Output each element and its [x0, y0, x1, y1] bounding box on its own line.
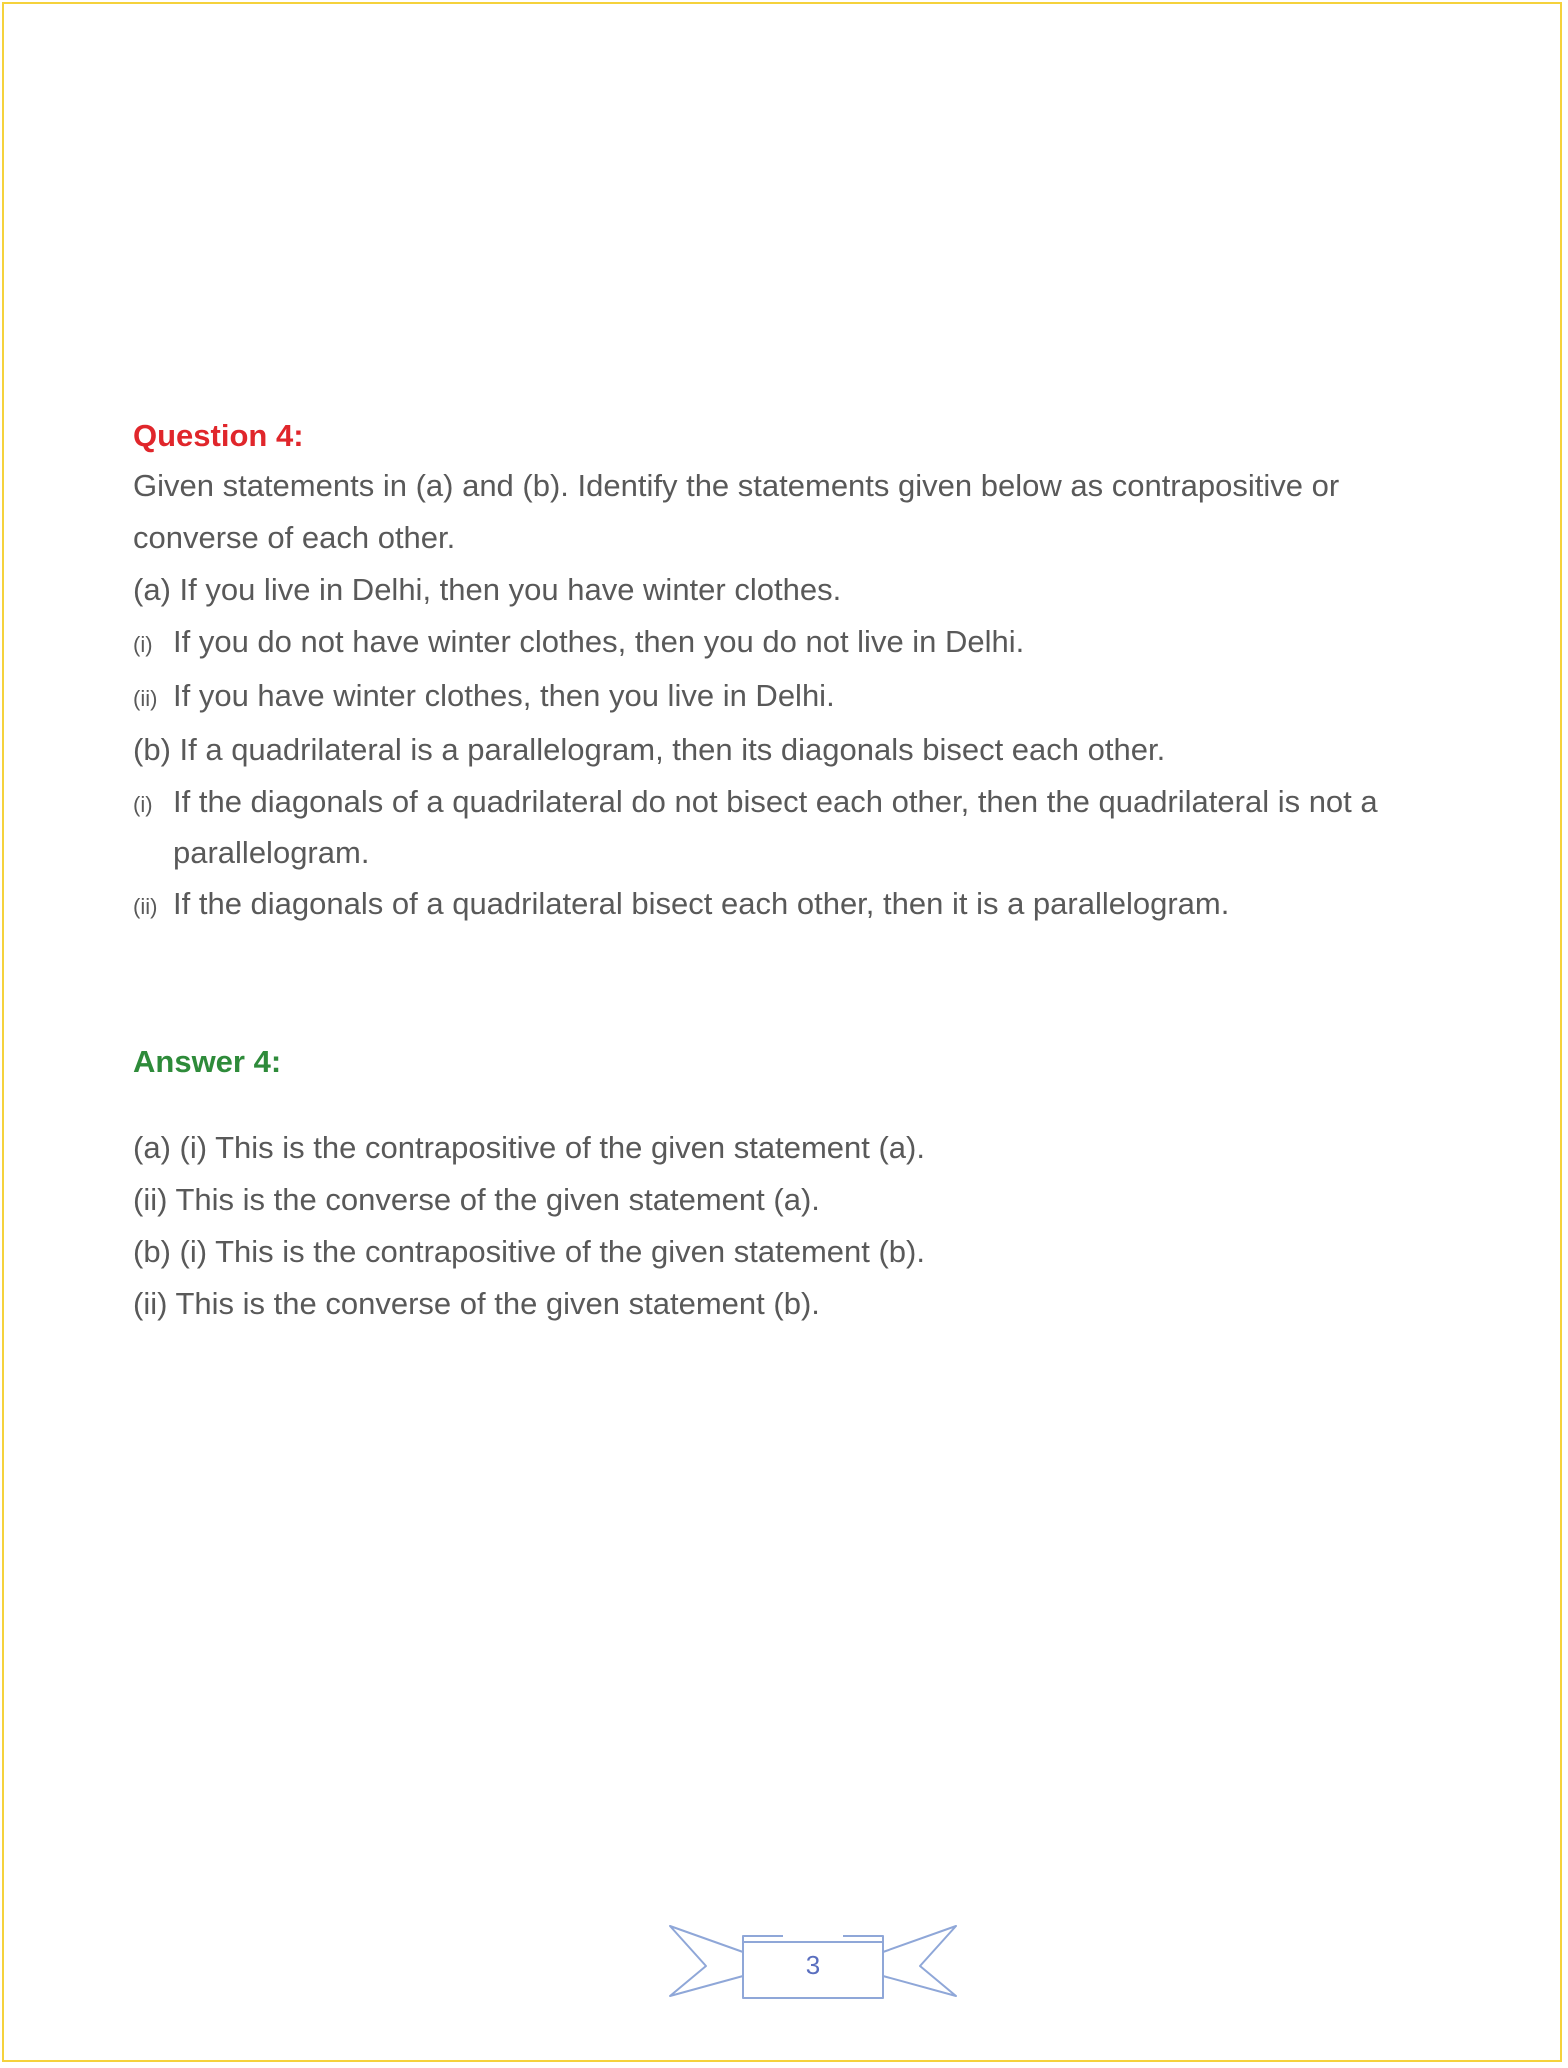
item-marker: (ii): [133, 894, 158, 919]
item-text: If the diagonals of a quadrilateral do not bisect each other, then the quadrilateral is not a parallelogram.: [173, 784, 1378, 870]
item-text: If you do not have winter clothes, then you do not live in Delhi.: [173, 624, 1025, 659]
document-content: [133, 412, 1473, 1330]
answer-line: (ii) This is the converse of the given statement (b).: [133, 1286, 820, 1321]
statement-b-item-i: [133, 776, 1473, 878]
question-intro: Given statements in (a) and (b). Identify the statements given below as contrapositive or converse of each other.: [133, 468, 1340, 555]
item-marker: (i): [133, 632, 153, 657]
answer-section: [133, 1038, 1473, 1330]
item-text: If the diagonals of a quadrilateral bisect each other, then it is a parallelogram.: [173, 886, 1230, 921]
statement-a-item-ii: [133, 670, 1473, 724]
answer-line: (b) (i) This is the contrapositive of the given statement (b).: [133, 1234, 925, 1269]
statement-b: (b) If a quadrilateral is a parallelogram, then its diagonals bisect each other.: [133, 732, 1166, 767]
question-heading: Question 4:: [133, 418, 304, 453]
answer-line: (a) (i) This is the contrapositive of the given statement (a).: [133, 1130, 925, 1165]
answer-heading: Answer 4:: [133, 1044, 282, 1079]
statement-b-item-ii: [133, 878, 1473, 932]
statement-a: (a) If you live in Delhi, then you have winter clothes.: [133, 572, 842, 607]
statement-a-item-i: [133, 616, 1473, 670]
page-number: 3: [805, 1950, 821, 1980]
item-marker: (ii): [133, 686, 158, 711]
answer-lines: [133, 1122, 1473, 1330]
item-text: If you have winter clothes, then you live in Delhi.: [173, 678, 835, 713]
item-marker: (i): [133, 792, 153, 817]
question-section: [133, 412, 1473, 932]
answer-line: (ii) This is the converse of the given statement (a).: [133, 1182, 820, 1217]
